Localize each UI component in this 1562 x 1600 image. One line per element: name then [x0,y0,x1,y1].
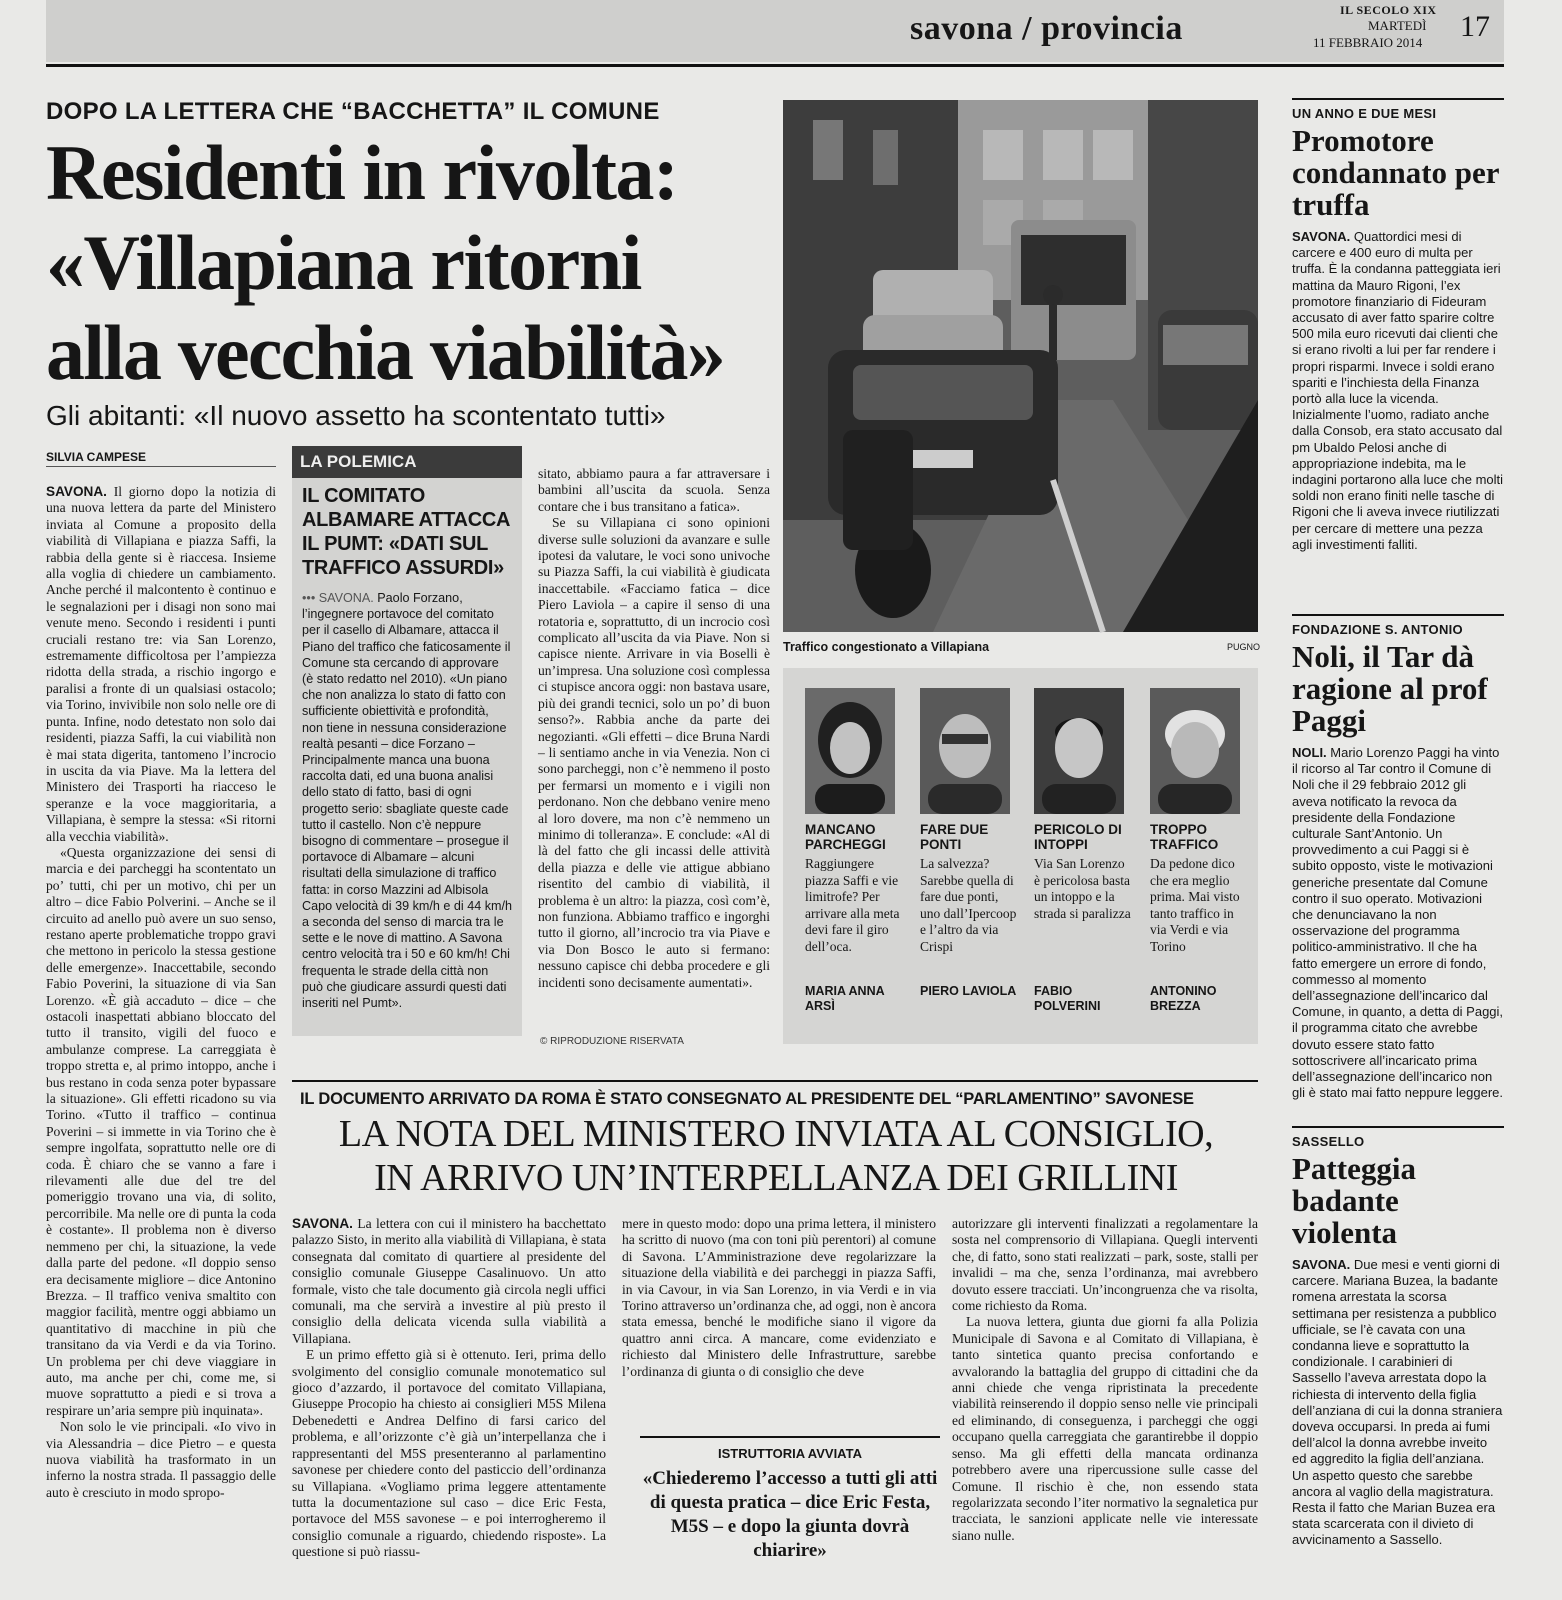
bottom-headline-line2: IN ARRIVO UN’INTERPELLANZA DEI GRILLINI [374,1157,1178,1199]
side-1-body: Quattordici mesi di carcere e 400 euro di multa per truffa. È la condanna patteggiata ieri mattina da Mauro Rigoni, l’ex promotore finanziario di Fideuram accusato di aver fatto sparire coltre 500 mila euro ricevuti dai clienti che si erano rivolti a lui per far rendere i propri risparmi. Invece i soldi erano spariti e l’inchiesta della Finanza portò alla luce la vicenda. Inizialmente l’uomo, radiato anche dalla Consob, era stato accusato dal pm Ubaldo Pelosi anche di appropriazione indebita, ma le indagini portarono alla luce che molti soldi non erano finiti nelle tasche di Rigoni che li aveva invece riutilizzati per cercare di mettere una pezza agli investimenti falliti. [1292,229,1504,552]
main-kicker: DOPO LA LETTERA CHE “BACCHETTA” IL COMUNE [46,98,660,125]
side-3-dateline: SAVONA. [1292,1257,1351,1272]
bottom-column-1 [292,1216,606,1600]
portrait-2-icon [920,688,1010,814]
page-number: 17 [1460,10,1490,43]
bottom-headline-line1: LA NOTA DEL MINISTERO INVIATA AL CONSIGLIO, [338,1113,1214,1155]
main-col1-p1: Il giorno dopo la notizia di una nuova lettera da parte del Ministero inviata al Comune a proposito della viabilità di Villapiana e piazza Saffi, la rabbia della gente si è riaccesa. Insieme alla voglia di chiedere un cambiamento. Anche perché il malcontento è continuo e le segnalazioni per i disagi non sono mai venute meno. Secondo i residenti i punti cruciali restano tre: via San Lorenzo, estremamente difficoltosa per l’ampiezza ridotta della strada, a rischio ingorgo e paralisi a fronte di un qualsiasi ostacolo; via Torino, invivibile non solo nelle ore di punta. Infine, nodo detestato non solo dai residenti, piazza Saffi, la cui viabilità non è mai stata digerita, tantomeno l’incrocio in uscita da via Piave. Ma la lettera del Ministero dei Trasporti ha riacceso le speranze e la voce maggioritaria, a Villapiana, è sempre la stessa: «Si ritorni alla vecchia viabilità». [46,484,276,844]
main-headline-line1: Residenti in rivolta: [46,129,678,216]
side-1-kicker: UN ANNO E DUE MESI [1292,106,1437,121]
side-3-headline: Patteggia badante violenta [1292,1151,1416,1250]
vox-name-2: PIERO LAVIOLA [920,984,1017,998]
photo-credit: PUGNO [1227,642,1261,652]
main-subheadline: Gli abitanti: «Il nuovo assetto ha scontentato tutti» [46,400,666,431]
side-2-dateline: NOLI. [1292,745,1327,760]
portrait-1-icon [805,688,895,814]
masthead-logo: IL SECOLO XIX [1340,3,1437,17]
polemica-box [292,446,522,1036]
polemica-body: Paolo Forzano, l’ingegnere portavoce del comitato per il casello di Albamare, attacca il Piano del traffico che faticosamente il Comune sta cercando di approvare (è stato redatto nel 2010). «Un piano che non analizza lo stato di fatto con sufficiente obiettività e profondità, non tiene in nessuna considerazione realtà pesanti – dice Forzano – Principalmente manca una buona raccolta dati, ed una buona analisi dello stato di fatto, basi di ogni progetto serio: sbagliate queste cade tutto il castello. Non c’è neppure bisogno di commentare – prosegue il portavoce di Albamare – alcuni risultati della simulazione di traffico fatta: in corso Mazzini ad Albisola Capo velocità di 39 km/h e di 44 km/h a seconda del senso di marcia tra le sette e le nove di mattino. A Savona centro velocità tra i 50 e 60 km/h! Chi frequenta le strade della città non può che giudicare assurdi questi dati inseriti nel Pumt». [302,591,513,1011]
header-weekday: MARTEDÌ [1368,18,1427,33]
vox-title-2: FARE DUE PONTI [920,822,989,852]
side-2-rule [1292,614,1504,616]
vox-title-4: TROPPO TRAFFICO [1150,822,1219,852]
bottom-quote-box [640,1436,940,1600]
main-col3-p1: sitato, abbiamo paura a far attraversare i bambini all’uscita da scuola. Senza contare che i bus transitano a fatica». [538,466,770,514]
byline-rule [46,466,276,467]
vox-portrait-4 [1150,688,1240,814]
vox-portrait-3 [1034,688,1124,814]
bottom-kicker: IL DOCUMENTO ARRIVATO DA ROMA È STATO CONSEGNATO AL PRESIDENTE DEL “PARLAMENTINO” SAVONESE [300,1090,1194,1108]
vox-quote-3: Via San Lorenzo è pericolosa basta un intoppo e la strada si paralizza [1034,856,1131,921]
header-date: 11 FEBBRAIO 2014 [1313,35,1423,50]
portrait-4-icon [1150,688,1240,814]
portrait-3-icon [1034,688,1124,814]
main-col1-p3: Non solo le vie principali. «Io vivo in via Alessandria – dice Pietro – e questa nuova viabilità ha trasformato in un inferno la nostra strada. Il passaggio delle auto è cresciuto in modo spropo- [46,1419,276,1500]
main-headline-line2: «Villapiana ritorni [46,219,641,306]
side-story-1 [1292,98,1504,553]
side-3-body: Due mesi e venti giorni di carcere. Mariana Buzea, la badante romena arrestata la scorsa settimana per resistenza a pubblico ufficiale, se l’è cavata con una condanna lieve e soprattutto la condizionale. I carabinieri di Sassello l’aveva arrestata dopo la richiesta di intervento della figlia dell’anziana di cui la donna straniera doveva occuparsi. In preda ai fumi dell’alcol la donna avrebbe inveito ed aggredito la figlia dell’anziana. Un aspetto questo che sarebbe ancora al vaglio della magistratura. Resta il fatto che Marian Buzea era stata scarcerata con il divieto di avvicinamento a Sassello. [1292,1257,1503,1548]
side-story-3 [1292,1126,1504,1600]
bottom-top-rule [292,1080,1258,1082]
side-1-dateline: SAVONA. [1292,229,1351,244]
quote-kicker: ISTRUTTORIA AVVIATA [718,1446,862,1461]
main-copyright: © RIPRODUZIONE RISERVATA [540,1036,684,1047]
side-2-body: Mario Lorenzo Paggi ha vinto il ricorso al Tar contro il Comune di Noli che il 29 febbraio 2012 gli aveva notificato la revoca da presidente della Fondazione culturale Sant’Antonio. Un provvedimento a cui Paggi si è subito opposto, viste le motivazioni generiche presentate dal Comune contro il suo operato. Motivazioni che denunciavano la non osservazione del programma politico-amministrativo. Il che ha fatto emergere un errore di fondo, commesso al momento dell’assegnazione dell’incarico dal Comune, in quanto, a detta di Paggi, il programma citato che avrebbe dovuto essere stato fatto sottoscrivere all’incaricato prima dell’assegnazione dell’incarico non gli è stato mai fatto neppure leggere. [1292,745,1504,1101]
side-2-body-wrap [1292,745,1504,1101]
side-2-kicker: FONDAZIONE S. ANTONIO [1292,622,1463,637]
bottom-column-3 [952,1216,1258,1600]
quote-text: «Chiederemo l’accesso a tutti gli atti di questa pratica – dice Eric Festa, M5S – e dopo la giunta dovrà chiarire» [642,1468,938,1561]
traffic-photo [783,100,1258,632]
header-rule [46,64,1504,67]
side-3-kicker: SASSELLO [1292,1134,1365,1149]
side-3-rule [1292,1126,1504,1128]
side-1-body-wrap [1292,229,1504,553]
main-column-3 [538,466,770,1018]
main-column-1 [46,484,276,1600]
vox-quote-4: Da pedone dico che era meglio prima. Mai visto tanto traffico in via Verdi e via Torino [1150,856,1240,954]
polemica-label: LA POLEMICA [292,446,522,478]
bottom-col2-p1: mere in questo modo: dopo una prima lettera, il ministero ha scritto di nuovo (ma con toni più perentori) al comune di Savona. L’Amministrazione deve regolarizzare la situazione della viabilità e dei parcheggi in piazza Saffi, in via Cavour, in via San Lorenzo, in via Verdi e in via Torino attraverso un’ordinanza che, ad oggi, non è ancora stata emessa, benché le modifiche siano il vigore da quattro anni circa. A mancare, come evidenziato e richiesto dal Ministero delle Infrastrutture, sarebbe l’ordinanza di giunta o di consiglio che deve [622,1216,936,1379]
side-1-rule [1292,98,1504,100]
vox-title-1: MANCANO PARCHEGGI [805,822,886,852]
bottom-col1-p2: E un primo effetto già si è ottenuto. Ieri, prima dello svolgimento del consiglio comunale monotematico sul gioco d’azzardo, il portavoce del comitato Villapiana, Giuseppe Procopio ha chiesto ai consiglieri M5S Milena Debenedetti e Andrea Delfino di farsi carico del problema, e all’orizzonte c’è già un’interpellanza che i rappresentanti del M5S presenteranno al parlamentino savonese per chiedere conto del pasticcio dell’ordinanza su Villapiana. «Vogliamo prima leggere attentamente tutta la documentazione sul caso – dice Eric Festa, portavoce del M5S savonese – e poi interrogheremo il consiglio comunale a riguardo, chiedendo risposte». La questione si può riassu- [292,1347,606,1560]
main-headline-line3: alla vecchia viabilità» [46,309,724,396]
photo-caption: Traffico congestionato a Villapiana [783,640,990,654]
section-title: savona / provincia [910,10,1183,47]
bottom-col3-p1: autorizzare gli interventi finalizzati a regolamentare la sosta nel comprensorio di Villapiana. Quegli interventi che, di fatto, sono stati realizzati – park, soste, stalli per invalidi – ma che, senza l’ordinanza, mai avrebbero dovuto essere tracciati. Un’incongruenza che va risolta, come richiesto da Roma. [952,1216,1258,1314]
main-col1-p2: «Questa organizzazione dei sensi di marcia e dei parcheggi ha scontentato un po’ tutti, chi per un motivo, chi per un altro – dice Fabio Polverini. – Anche se il circuito ad anello può avere un suo senso, restano aperte problematiche troppo gravi che mettono in pericolo la stessa gestione delle emergenze». Inaccettabile, secondo Fabio Poverini, la situazione di via San Lorenzo. «È già accaduto – dice – che ostacoli inaspettati abbiano bloccato del tutto il transito, vigili del fuoco e ambulanze comprese. La carreggiata è troppo stretta e, al primo intoppo, anche i bus restano in coda senza poter bypassare la situazione». Gli effetti ricadono su via Torino. «Tutto il traffico – continua Poverini – si immette in via Torino che è sempre ingolfata, soprattutto nelle ore di coda. È chiaro che se vanno a fare i rilevamenti alle due del tre del pomeriggio trovano una via, di solito, percorribile. Ma nelle ore di punta la coda è costante». Il problema non è diverso nemmeno per chi, la situazione, la vede dalla parte del pedone. «Il doppio senso era decisamente migliore – dice Antonino Brezza. – Il traffico veniva smaltito con maggior facilità, mentre oggi abbiamo un quantitativo di macchine in più che transitano da via Verdi e da via Torino. Un problema per chi deve viaggiare in auto, ma anche per chi, come me, si muove soprattutto a piedi e si trova a respirare un’aria sempre più inquinata». [46,844,276,1418]
polemica-body-wrap [292,590,522,1011]
vox-quote-2: La salvezza? Sarebbe quella di fare due ponti, uno dall’Ipercoop e l’altro da via Crispi [920,856,1017,954]
side-1-headline: Promotore condannato per truffa [1292,123,1499,222]
bottom-column-2 [622,1216,936,1416]
polemica-title: IL COMITATO ALBAMARE ATTACCA IL PUMT: «DATI SUL TRAFFICO ASSURDI» [302,485,510,579]
main-col3-p2: Se su Villapiana ci sono opinioni diverse sulle soluzioni da avanzare e sulle ipotesi da valutare, le voci sono univoche su Piazza Saffi, la cui viabilità è giudicata inaccettabile. «Facciamo fatica – dice Piero Laviola – a capire il senso di una rotatoria e, soprattutto, di un incrocio così complicato all’uscita da via Piave. Non si capisce niente. Arrivare in via Boselli è un’impresa. Una soluzione così complessa ci stupisce ancora oggi: non bastava usare, più dei grandi tecnici, solo un po’ di buon senso?». Rabbia anche da parte dei negozianti. «Gli effetti – dice Bruna Nardi – li sentiamo anche in via Venezia. Non ci sono parcheggi, non c’è nemmeno il posto per fermarsi un momento e i vigili non perdonano. Non che debbano venire meno al loro dovere, ma non c’è nemmeno un minimo di tolleranza». E conclude: «Al di là del fatto che gli incassi delle attività della piazza e delle vie attigue abbiano risentito del cambio di viabilità, il problema è un altro: la piazza, così com’è, non funziona. Abbiamo traffico e ingorghi tutto il giorno, all’incrocio tra via Piave e via Don Bosco le auto si fermano: nessuno capisce chi debba procedere e gli incidenti sono decisamente aumentati». [538,515,770,990]
bottom-dateline: SAVONA. [292,1216,353,1231]
polemica-dateline: ••• SAVONA. [302,591,374,605]
side-story-2 [1292,614,1504,1101]
header-band [46,0,1504,62]
traffic-photo-image [783,100,1258,632]
vox-quote-1: Raggiungere piazza Saffi e vie limitrofe? Per arrivare alla meta devi fare il giro dell’oca. [805,856,900,954]
bottom-col1-p1: La lettera con cui il ministero ha bacchettato palazzo Sisto, in merito alla viabilità di Villapiana, è stata consegnata dal comitato di quartiere al presidente del consiglio comunale Giuseppe Casalinuovo. Un atto formale, visto che tale documento già circola negli uffici comunali, ma che servirà a investire al più presto il consiglio della delicata vicenda sulla viabilità a Villapiana. [292,1216,606,1346]
main-byline: SILVIA CAMPESE [46,450,147,464]
side-3-body-wrap [1292,1257,1504,1549]
vox-name-4: ANTONINO BREZZA [1150,984,1217,1013]
quote-rule [640,1436,940,1438]
vox-name-3: FABIO POLVERINI [1034,984,1101,1013]
side-2-headline: Noli, il Tar dà ragione al prof Paggi [1292,639,1488,738]
vox-portrait-1 [805,688,895,814]
vox-title-3: PERICOLO DI INTOPPI [1034,822,1122,852]
main-dateline: SAVONA. [46,484,107,499]
vox-portrait-2 [920,688,1010,814]
bottom-col3-p2: La nuova lettera, giunta due giorni fa alla Polizia Municipale di Savona e al Comitato di Villapiana, è tanto sintetica quanto precisa confortando e avvalorando la battaglia del gruppo di cittadini che da anni chiede che venga ripristinata la precedente viabilità reinserendo il doppio senso nelle vie principali ed eliminando, di conseguenza, i parcheggi che oggi occupano quella carreggiata che garantirebbe il doppio senso. Ma gli effetti della mancata ordinanza potrebbero avere una ripercussione sulle casse del Comune. Il rischio è che, non essendo stata regolarizzata secondo l’iter normativo la segnaletica pur tracciata, le sanzioni applicate nelle vie interessate siano nulle. [952,1314,1258,1543]
vox-name-1: MARIA ANNA ARSÌ [805,984,885,1013]
